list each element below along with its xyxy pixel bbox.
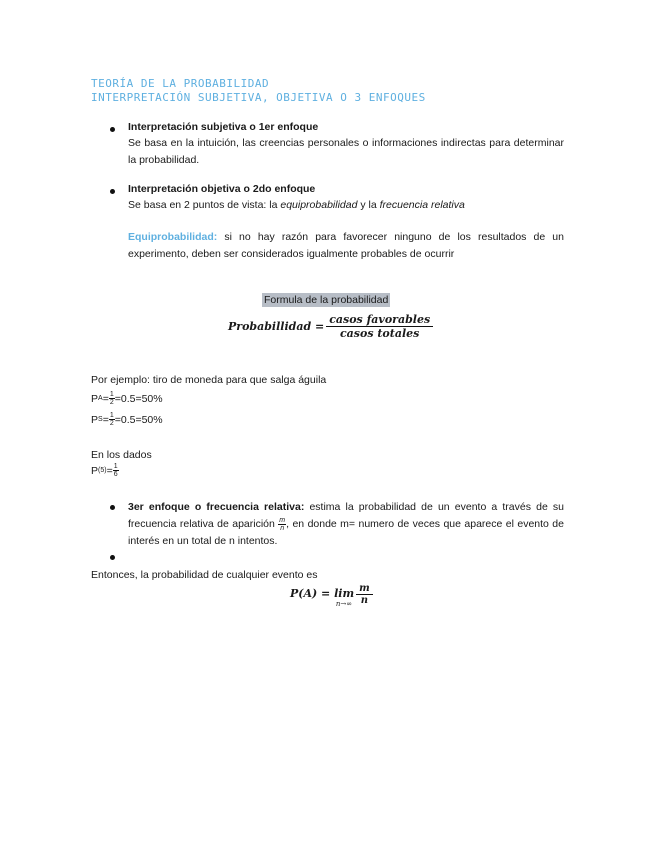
equiprobabilidad-label: Equiprobabilidad: (128, 231, 218, 243)
limit-subscript: n→∞ (335, 600, 353, 608)
bullet (110, 127, 115, 132)
formula-numerator: casos favorables (326, 313, 433, 327)
pa-equals: = (102, 392, 109, 405)
dados-label: En los dados (91, 449, 152, 461)
formula-lhs: Probabillidad = (228, 320, 325, 333)
bullet (110, 189, 115, 194)
ps-denominator: 2 (109, 420, 114, 427)
formula-fraction (326, 313, 433, 340)
section3-body (128, 499, 564, 550)
pd-symbol: P (91, 464, 99, 477)
ps-result: =0.5=50% (114, 413, 163, 426)
section3-text: , en donde m= numero de veces que aparece el evento de interés en un total de n intentos. (128, 518, 564, 547)
n-denominator: n (280, 524, 285, 532)
ps-numerator: 1 (109, 412, 114, 419)
pa-denominator: 2 (109, 399, 114, 406)
formula-denominator: casos totales (339, 327, 420, 340)
ps-symbol: P (91, 413, 99, 426)
section1-body: Se basa en la intuición, las creencias personales o informaciones indirectas para determinar la probabilidad. (128, 137, 564, 166)
equiprobabilidad-definition (128, 229, 564, 263)
formula-caption-text: Formula de la probabilidad (264, 294, 389, 306)
section2-body-text: y la (357, 199, 380, 211)
bullet (110, 505, 115, 510)
section3-text: estima la probabilidad de un evento a través de su frecuencia relativa de aparición (128, 501, 564, 530)
pa-symbol: P (91, 392, 99, 405)
pd-numerator: 1 (113, 463, 118, 470)
m-numerator: m (279, 516, 286, 524)
limit-lhs-group (290, 587, 354, 608)
section2-heading: Interpretación objetiva o 2do enfoque (128, 183, 316, 195)
equiprobabilidad-term: equiprobabilidad (280, 199, 358, 211)
document-title: TEORÍA DE LA PROBABILIDAD (91, 77, 270, 90)
pa-result: =0.5=50% (114, 392, 163, 405)
pd-equals: = (106, 464, 113, 477)
pa-equation (91, 391, 163, 406)
pd-equation (91, 463, 119, 478)
pd-subscript: (5) (98, 467, 107, 474)
limit-formula (290, 583, 373, 608)
formula-caption (262, 294, 390, 306)
section1-heading: Interpretación subjetiva o 1er enfoque (128, 121, 319, 133)
frecuencia-relativa-term: frecuencia relativa (379, 199, 465, 211)
limit-fraction (356, 583, 373, 606)
ps-equation (91, 412, 163, 427)
example-intro: Por ejemplo: tiro de moneda para que salga águila (91, 374, 327, 386)
section3-heading: 3er enfoque o frecuencia relativa: (128, 501, 305, 513)
section2-body-text: Se basa en 2 puntos de vista: la (128, 199, 281, 211)
equiprobabilidad-text: si no hay razón para favorecer ninguno de los resultados de un experimento, deben ser considerados igualmente probables de ocurrir (128, 231, 564, 260)
bullet (110, 555, 115, 560)
section2-body (128, 197, 568, 214)
probability-formula (228, 313, 433, 340)
pd-fraction (113, 463, 119, 478)
pd-denominator: 6 (113, 471, 118, 478)
ps-equals: = (102, 413, 109, 426)
pa-numerator: 1 (109, 391, 114, 398)
m-over-n-fraction (278, 517, 286, 532)
limit-numerator: m (356, 583, 373, 595)
ps-subscript: S (98, 416, 103, 423)
conclusion-text: Entonces, la probabilidad de cualquier evento es (91, 569, 318, 581)
limit-lhs: P(A) = lim (290, 587, 355, 600)
limit-denominator: n (360, 595, 369, 606)
pa-subscript: A (98, 395, 103, 402)
document-subtitle: INTERPRETACIÓN SUBJETIVA, OBJETIVA O 3 ENFOQUES (91, 91, 426, 104)
